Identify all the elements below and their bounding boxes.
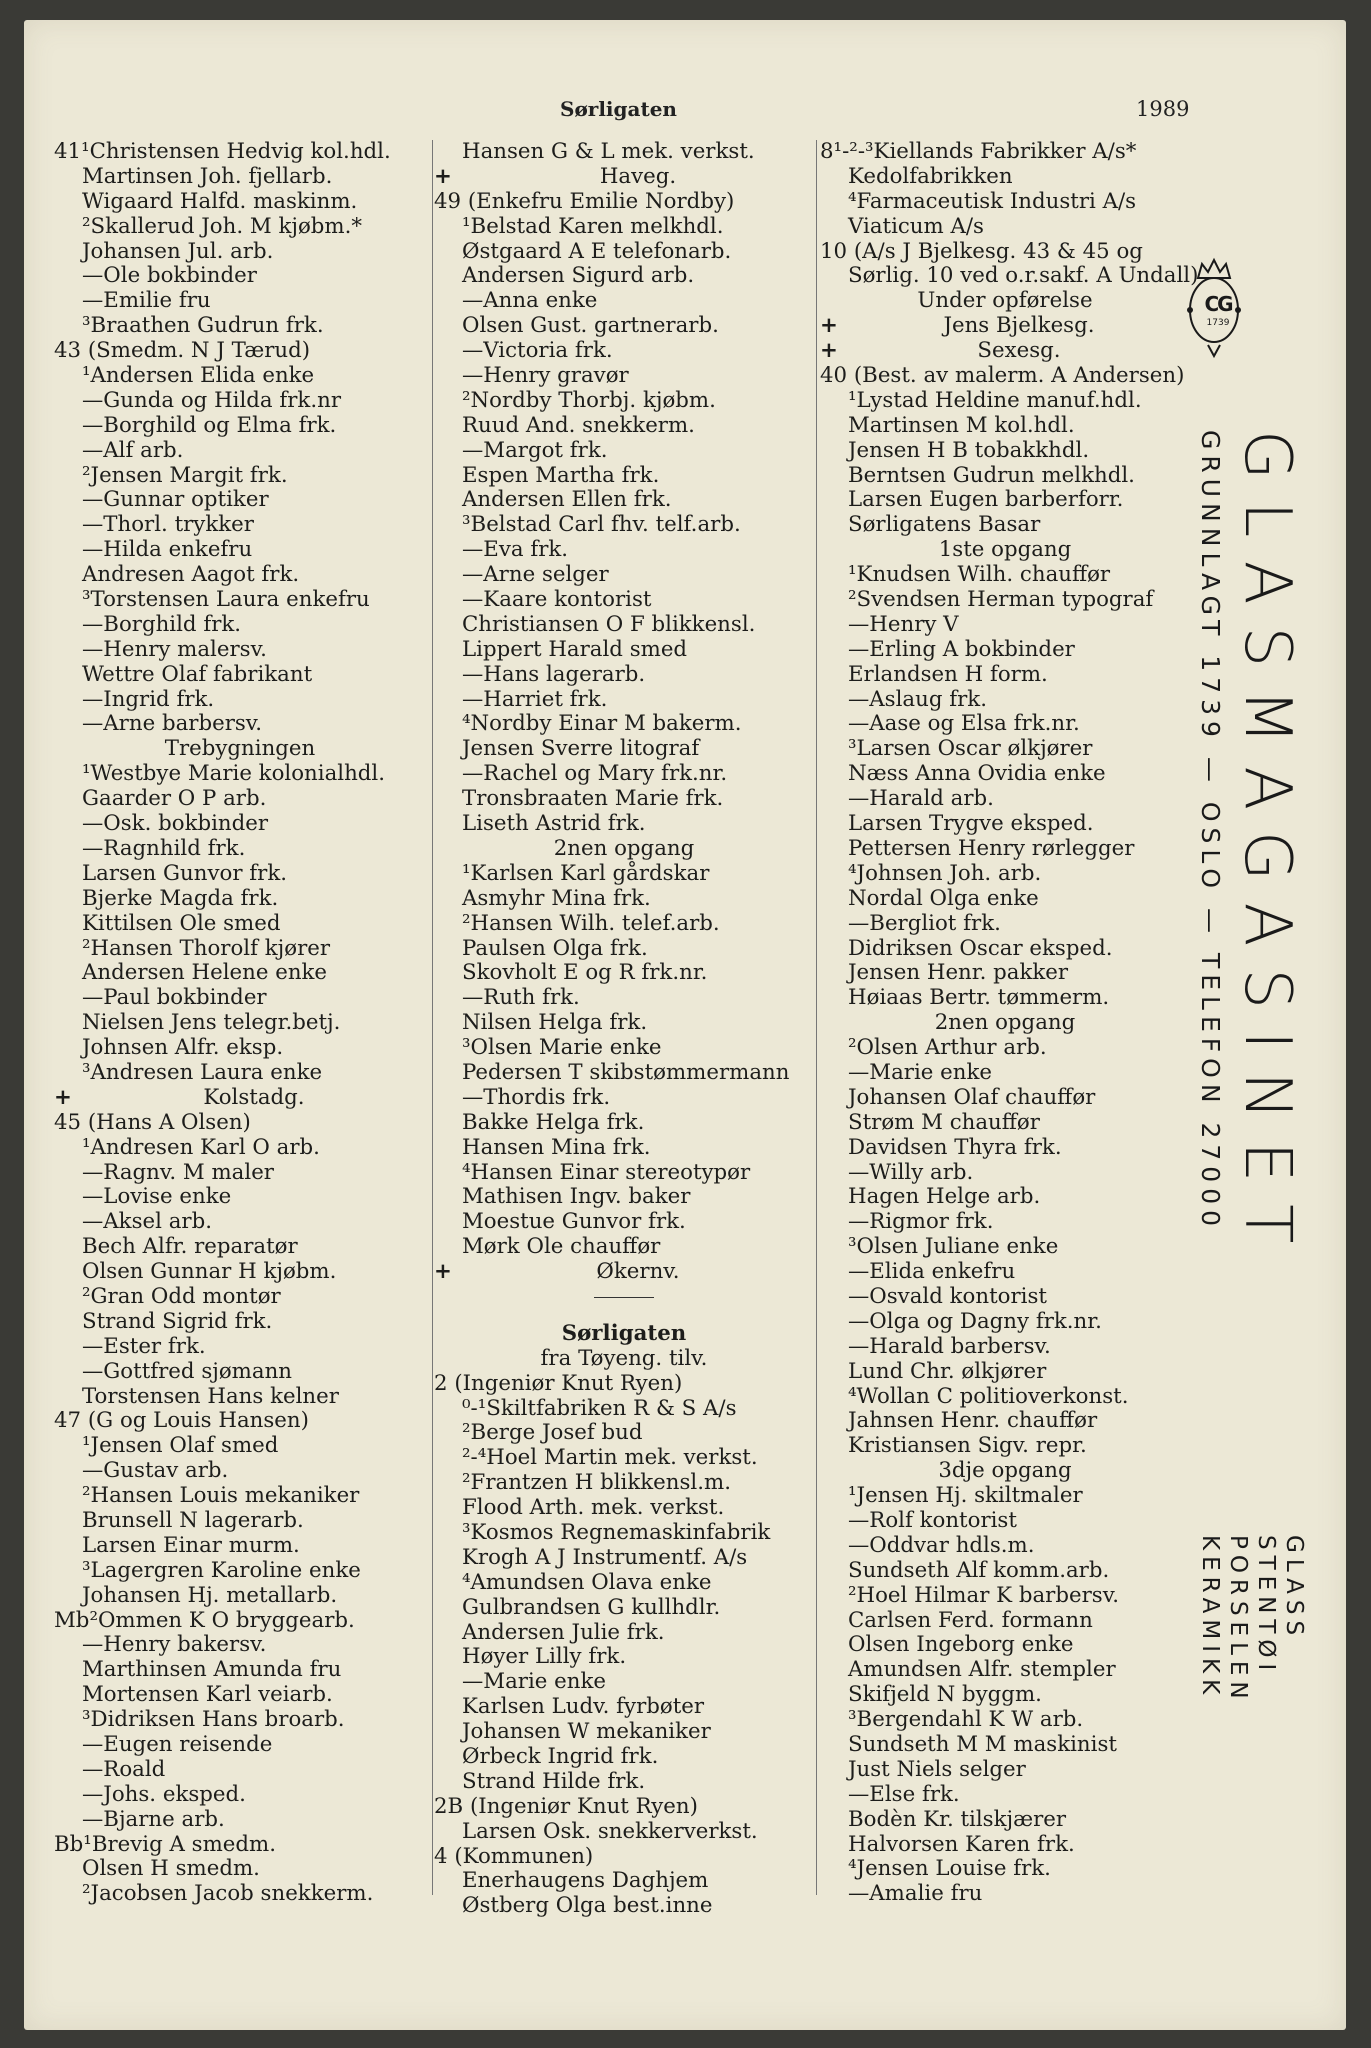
directory-entry: —Paul bokbinder	[82, 985, 267, 1011]
house-number-entry: Bb¹Brevig A smedm.	[54, 1831, 276, 1857]
section-heading: 2nen opgang	[553, 835, 695, 861]
directory-entry: Jahnsen Henr. chauffør	[848, 1408, 1098, 1434]
directory-entry: Strøm M chauffør	[848, 1109, 1040, 1135]
directory-entry: —Hilda enkefru	[82, 537, 253, 563]
directory-entry: Johansen Hj. metallarb.	[82, 1582, 338, 1608]
directory-entry: ¹Belstad Karen melkhdl.	[462, 213, 724, 239]
cross-street-name: Økernv.	[596, 1259, 680, 1285]
directory-entry: Hagen Helge arb.	[848, 1184, 1041, 1210]
directory-entry: —Victoria frk.	[462, 338, 613, 364]
directory-entry: Larsen Einar murm.	[82, 1532, 300, 1558]
directory-entry: ¹Knudsen Wilh. chauffør	[848, 562, 1111, 588]
directory-entry: Liseth Astrid frk.	[462, 811, 646, 837]
directory-entry: —Gunnar optiker	[82, 487, 269, 513]
cross-street-icon: +	[820, 338, 838, 364]
cross-street	[820, 314, 1190, 339]
directory-entry: Bjerke Magda frk.	[82, 885, 279, 911]
directory-entry: Sørlig. 10 ved o.r.sakf. A Undall)	[848, 263, 1199, 289]
directory-entry: —Gunda og Hilda frk.nr	[82, 387, 341, 413]
directory-entry: —Henry gravør	[462, 363, 629, 389]
directory-entry: Kristiansen Sigv. repr.	[848, 1433, 1087, 1459]
directory-entry: ²Nordby Thorbj. kjøbm.	[462, 387, 716, 413]
directory-entry: Pedersen T skibstømmermann	[462, 1059, 790, 1085]
directory-entry: ³Bergendahl K W arb.	[848, 1707, 1084, 1733]
directory-entry: —Arne selger	[462, 562, 609, 588]
directory-entry: Erlandsen H form.	[848, 661, 1048, 687]
directory-entry: Just Niels selger	[848, 1756, 1026, 1782]
cross-street	[54, 1086, 426, 1111]
directory-entry: —Borghild og Elma frk.	[82, 412, 337, 438]
house-number-entry: 47 (G og Louis Hansen)	[54, 1408, 309, 1434]
directory-entry: Skovholt E og R frk.nr.	[462, 960, 708, 986]
directory-entry: Krogh A J Instrumentf. A/s	[462, 1544, 748, 1570]
directory-entry: —Willy arb.	[848, 1159, 974, 1185]
directory-entry: ¹Jensen Hj. skiltmaler	[848, 1483, 1083, 1509]
directory-entry: —Thordis frk.	[462, 1084, 611, 1110]
directory-entry: Olsen Gust. gartnerarb.	[462, 313, 719, 339]
directory-entry: Asmyhr Mina frk.	[462, 885, 651, 911]
directory-entry: —Harald barbersv.	[848, 1333, 1051, 1359]
directory-entry: Larsen Eugen barberforr.	[848, 487, 1124, 513]
directory-entry: ¹Jensen Olaf smed	[82, 1433, 279, 1459]
directory-entry: Marthinsen Amunda fru	[82, 1657, 342, 1683]
directory-entry: Østberg Olga best.inne	[462, 1893, 713, 1919]
directory-entry: Sundseth M M maskinist	[848, 1732, 1117, 1757]
directory-entry: Didriksen Oscar eksped.	[848, 935, 1113, 961]
directory-entry: ²Gran Odd montør	[82, 1283, 281, 1309]
directory-entry: Viaticum A/s	[848, 213, 984, 239]
directory-entry: Jensen H B tobakkhdl.	[848, 437, 1090, 463]
directory-entry: Paulsen Olga frk.	[462, 935, 648, 961]
directory-entry: —Arne barbersv.	[82, 711, 263, 737]
directory-entry: Østgaard A E telefonarb.	[462, 238, 732, 264]
directory-entry: —Emilie fru	[82, 288, 211, 314]
directory-entry: Skifjeld N byggm.	[848, 1682, 1042, 1708]
directory-entry: ²Hansen Louis mekaniker	[82, 1483, 360, 1509]
section-heading: Trebygningen	[164, 736, 316, 762]
house-number-entry: 43 (Smedm. N J Tærud)	[54, 338, 311, 364]
directory-entry: —Johs. eksped.	[82, 1781, 246, 1807]
page-number: 1989	[1136, 97, 1190, 121]
directory-entry: ³Larsen Oscar ølkjører	[848, 736, 1093, 762]
directory-entry: —Thorl. trykker	[82, 512, 254, 538]
directory-entry: —Osvald kontorist	[848, 1283, 1047, 1309]
directory-entry: Bech Alfr. reparatør	[82, 1234, 298, 1260]
directory-entry: Wettre Olaf fabrikant	[82, 661, 313, 687]
directory-entry: —Henry bakersv.	[82, 1632, 267, 1658]
directory-entry: Berntsen Gudrun melkhdl.	[848, 462, 1135, 488]
cross-street	[820, 339, 1190, 364]
cross-street-icon: +	[434, 1259, 452, 1285]
directory-entry: ³Belstad Carl fhv. telf.arb.	[462, 512, 741, 538]
cross-street-name: Jens Bjelkesg.	[943, 313, 1095, 339]
directory-entry: ³Didriksen Hans broarb.	[82, 1707, 345, 1733]
directory-entry: ¹Andresen Karl O arb.	[82, 1134, 320, 1160]
directory-entry: —Kaare kontorist	[462, 587, 652, 613]
directory-entry: ²Berge Josef bud	[462, 1420, 643, 1446]
directory-entry: Kittilsen Ole smed	[82, 910, 281, 936]
directory-entry: Johansen Jul. arb.	[82, 238, 274, 264]
directory-entry: Olsen H smedm.	[82, 1856, 260, 1882]
directory-entry: Wigaard Halfd. maskinm.	[82, 188, 358, 214]
directory-entry: —Rachel og Mary frk.nr.	[462, 761, 728, 787]
directory-entry: Larsen Gunvor frk.	[82, 860, 288, 886]
directory-entry: —Roald	[82, 1756, 166, 1782]
directory-entry: Enerhaugens Daghjem	[462, 1868, 709, 1894]
directory-entry: ⁴Nordby Einar M bakerm.	[462, 711, 742, 737]
directory-entry: Hansen G & L mek. verkst.	[462, 139, 755, 164]
directory-entry: Amundsen Alfr. stempler	[848, 1657, 1116, 1683]
directory-entry: Bakke Helga frk.	[462, 1109, 645, 1135]
directory-entry: ⁴Johnsen Joh. arb.	[848, 860, 1042, 886]
directory-entry: Martinsen M kol.hdl.	[848, 412, 1075, 438]
directory-entry: ²Jensen Margit frk.	[82, 462, 288, 488]
directory-entry: Brunsell N lagerarb.	[82, 1507, 304, 1533]
directory-entry: Johansen Olaf chauffør	[848, 1084, 1096, 1110]
directory-entry: Kedolfabrikken	[848, 163, 1013, 189]
advert-product-porselen: PORSELEN	[1225, 1535, 1251, 1705]
directory-entry: Martinsen Joh. fjellarb.	[82, 163, 333, 189]
directory-entry: —Else frk.	[848, 1781, 960, 1807]
directory-entry: —Oddvar hdls.m.	[848, 1532, 1035, 1558]
logo-letters: CG	[1204, 292, 1232, 316]
directory-entry: Sørligatens Basar	[848, 512, 1041, 538]
advert-product-keramikk: KERAMIKK	[1197, 1535, 1223, 1701]
directory-entry: Nilsen Helga frk.	[462, 1010, 648, 1036]
directory-entry: ²Frantzen H blikkensl.m.	[462, 1470, 731, 1496]
house-number-entry: 2 (Ingeniør Knut Ryen)	[434, 1370, 683, 1396]
directory-entry: —Margot frk.	[462, 437, 608, 463]
directory-entry: —Borghild frk.	[82, 611, 242, 637]
directory-entry: Sundseth Alf komm.arb.	[848, 1557, 1110, 1583]
directory-entry: —Bjarne arb.	[82, 1806, 225, 1832]
cross-street-name: Kolstadg.	[203, 1084, 305, 1110]
directory-entry: ⁴Hansen Einar stereotypør	[462, 1159, 751, 1185]
directory-entry: Ruud And. snekkerm.	[462, 412, 695, 438]
directory-entry: —Harald arb.	[848, 786, 994, 812]
directory-entry: Moestue Gunvor frk.	[462, 1209, 686, 1235]
directory-entry: —Ole bokbinder	[82, 263, 257, 289]
column-divider	[816, 140, 817, 1895]
directory-entry: Johnsen Alfr. eksp.	[82, 1035, 284, 1061]
directory-entry: —Aslaug frk.	[848, 686, 987, 712]
cross-street-name: Sexesg.	[977, 338, 1061, 364]
running-title: Sørligaten	[560, 97, 677, 121]
directory-entry: Tronsbraaten Marie frk.	[462, 786, 724, 812]
directory-entry: Andresen Aagot frk.	[82, 562, 300, 588]
directory-entry: ²Hoel Hilmar K barbersv.	[848, 1582, 1119, 1608]
directory-entry: Andersen Sigurd arb.	[462, 263, 695, 289]
directory-entry: —Erling A bokbinder	[848, 636, 1075, 662]
advert-tagline: GRUNNLAGT 1739 — OSLO — TELEFON 27000	[1196, 430, 1225, 1233]
directory-entry: —Henry V	[848, 611, 959, 637]
directory-entry: Karlsen Ludv. fyrbøter	[462, 1694, 705, 1720]
house-number-entry: 40 (Best. av malerm. A Andersen)	[820, 363, 1185, 389]
directory-entry: Flood Arth. mek. verkst.	[462, 1495, 725, 1521]
directory-entry: —Olga og Dagny frk.nr.	[848, 1308, 1102, 1334]
logo-year: 1739	[1206, 318, 1230, 328]
directory-entry: Bodèn Kr. tilskjærer	[848, 1806, 1067, 1832]
advert-product-stentoi: STENTØI	[1253, 1535, 1279, 1677]
column-divider	[432, 140, 433, 1895]
directory-entry: —Ruth frk.	[462, 985, 580, 1011]
directory-entry: ¹Andersen Elida enke	[82, 363, 315, 389]
section-divider	[434, 1297, 814, 1322]
directory-entry: —Eugen reisende	[82, 1732, 273, 1757]
directory-entry: ¹Karlsen Karl gårdskar	[462, 860, 710, 886]
directory-entry: —Eva frk.	[462, 537, 569, 563]
directory-entry: —Alf arb.	[82, 437, 184, 463]
directory-entry: —Ragnv. M maler	[82, 1159, 274, 1185]
directory-entry: Johansen W mekaniker	[462, 1719, 711, 1745]
directory-entry: ⁰‐¹Skiltfabriken R & S A/s	[462, 1395, 737, 1421]
directory-entry: ²Skallerud Joh. M kjøbm.*	[82, 213, 363, 239]
directory-entry: —Bergliot frk.	[848, 910, 1001, 936]
directory-entry: Strand Sigrid frk.	[82, 1308, 273, 1334]
house-number-entry: 45 (Hans A Olsen)	[54, 1109, 251, 1135]
directory-column-3	[820, 139, 1199, 1907]
cross-street	[434, 1260, 814, 1285]
directory-entry: Andersen Ellen frk.	[462, 487, 672, 513]
directory-entry: Mortensen Karl veiarb.	[82, 1682, 333, 1708]
directory-entry: Mathisen Ingv. baker	[462, 1184, 691, 1210]
directory-entry: ⁴Farmaceutisk Industri A/s	[848, 188, 1137, 214]
section-heading: 3dje opgang	[938, 1458, 1072, 1484]
house-number-entry: 49 (Enkefru Emilie Nordby)	[434, 188, 735, 214]
directory-entry: Strand Hilde frk.	[462, 1768, 646, 1794]
house-number-entry: 4 (Kommunen)	[434, 1843, 594, 1869]
directory-entry: Jensen Henr. pakker	[848, 960, 1069, 986]
directory-entry: Halvorsen Karen frk.	[848, 1831, 1075, 1857]
directory-entry: Lund Chr. ølkjører	[848, 1358, 1047, 1384]
directory-entry: Olsen Gunnar H kjøbm.	[82, 1259, 337, 1285]
directory-entry: ²‐⁴Hoel Martin mek. verkst.	[462, 1445, 758, 1471]
advert-product-glass: GLASS	[1281, 1535, 1307, 1642]
directory-entry: Carlsen Ferd. formann	[848, 1607, 1093, 1633]
directory-entry: Jensen Sverre litograf	[462, 736, 700, 762]
directory-entry: ³Olsen Juliane enke	[848, 1234, 1059, 1260]
directory-entry: ²Svendsen Herman typograf	[848, 587, 1154, 613]
directory-entry: ¹Lystad Heldine manuf.hdl.	[848, 387, 1142, 413]
directory-entry: Gulbrandsen G kullhdlr.	[462, 1594, 721, 1620]
cross-street	[434, 165, 814, 190]
cross-street-name: Haveg.	[599, 163, 677, 189]
directory-entry: Nordal Olga enke	[848, 885, 1039, 911]
directory-entry: ²Hansen Wilh. telef.arb.	[462, 910, 720, 936]
directory-entry: —Hans lagerarb.	[462, 661, 646, 687]
directory-entry: Christiansen O F blikkensl.	[462, 611, 756, 637]
directory-entry: Mørk Ole chauffør	[462, 1234, 661, 1260]
directory-column-1	[54, 140, 426, 1907]
directory-entry: —Rigmor frk.	[848, 1209, 994, 1235]
directory-entry: Torstensen Hans kelner	[82, 1383, 339, 1409]
directory-entry: ³Andresen Laura enke	[82, 1059, 323, 1085]
section-heading: Under opførelse	[917, 288, 1093, 314]
directory-entry: Davidsen Thyra frk.	[848, 1134, 1062, 1160]
directory-entry: —Aksel arb.	[82, 1209, 212, 1235]
directory-entry: —Ragnhild frk.	[82, 835, 246, 861]
directory-entry: —Ingrid frk.	[82, 686, 215, 712]
directory-entry: —Lovise enke	[82, 1184, 232, 1210]
section-heading: 1ste opgang	[938, 537, 1072, 563]
directory-entry: —Amalie fru	[848, 1881, 983, 1907]
directory-entry: —Marie enke	[462, 1669, 606, 1695]
directory-entry: —Harriet frk.	[462, 686, 608, 712]
cross-street-icon: +	[434, 163, 452, 189]
directory-entry: Espen Martha frk.	[462, 462, 660, 488]
directory-entry: Ørbeck Ingrid frk.	[462, 1744, 659, 1769]
directory-entry: Larsen Trygve eksped.	[848, 811, 1094, 837]
advert-store-name: GLASMAGASINET	[1230, 430, 1304, 1266]
section-heading: fra Tøyeng. tilv.	[540, 1345, 708, 1371]
directory-entry: ²Olsen Arthur arb.	[848, 1035, 1047, 1061]
cross-street-icon: +	[54, 1084, 72, 1110]
directory-entry: Nielsen Jens telegr.betj.	[82, 1010, 341, 1036]
directory-entry: Olsen Ingeborg enke	[848, 1632, 1074, 1658]
directory-entry: —Gustav arb.	[82, 1458, 229, 1484]
street-heading: Sørligaten	[561, 1320, 687, 1346]
directory-entry: Hansen Mina frk.	[462, 1134, 651, 1160]
directory-entry: ³Torstensen Laura enkefru	[82, 587, 370, 613]
directory-entry: Lippert Harald smed	[462, 636, 688, 662]
directory-entry: Høiaas Bertr. tømmerm.	[848, 985, 1110, 1011]
directory-entry: —Anna enke	[462, 288, 598, 314]
directory-entry: —Rolf kontorist	[848, 1507, 1017, 1533]
directory-entry: —Aase og Elsa frk.nr.	[848, 711, 1080, 737]
directory-entry: ³Olsen Marie enke	[462, 1035, 662, 1061]
directory-entry: ⁴Amundsen Olava enke	[462, 1569, 712, 1595]
house-number-entry: 2B (Ingeniør Knut Ryen)	[434, 1793, 698, 1819]
directory-entry: ³Braathen Gudrun frk.	[82, 313, 324, 339]
directory-entry: Andersen Helene enke	[82, 960, 328, 986]
directory-entry: ⁴Wollan C politioverkonst.	[848, 1383, 1129, 1409]
directory-entry: ⁴Jensen Louise frk.	[848, 1856, 1051, 1882]
cross-street-icon: +	[820, 313, 838, 339]
directory-entry: ²Hansen Thorolf kjører	[82, 935, 331, 961]
directory-entry: —Henry malersv.	[82, 636, 267, 662]
house-number-entry: 41¹Christensen Hedvig kol.hdl.	[54, 139, 391, 164]
directory-entry: —Marie enke	[848, 1059, 992, 1085]
directory-entry: —Elida enkefru	[848, 1259, 1016, 1285]
directory-entry: ³Lagergren Karoline enke	[82, 1557, 361, 1583]
directory-column-2	[434, 140, 814, 1919]
directory-entry: —Ester frk.	[82, 1333, 206, 1359]
house-number-entry: Mb²Ommen K O bryggearb.	[54, 1607, 355, 1633]
directory-entry: Høyer Lilly frk.	[462, 1644, 627, 1670]
directory-entry: Pettersen Henry rørlegger	[848, 835, 1135, 861]
directory-entry: ³Kosmos Regnemaskinfabrik	[462, 1519, 771, 1545]
directory-entry: Larsen Osk. snekkerverkst.	[462, 1818, 758, 1844]
directory-entry: Andersen Julie frk.	[462, 1619, 665, 1645]
directory-entry: Gaarder O P arb.	[82, 786, 267, 812]
directory-entry: ¹Westbye Marie kolonialhdl.	[82, 761, 386, 787]
directory-entry: ²Jacobsen Jacob snekkerm.	[82, 1881, 374, 1907]
directory-entry: Næss Anna Ovidia enke	[848, 761, 1106, 787]
house-number-entry: 8¹‐²‐³Kiellands Fabrikker A/s*	[820, 139, 1137, 164]
section-heading: 2nen opgang	[934, 1010, 1076, 1036]
directory-entry: —Osk. bokbinder	[82, 811, 269, 837]
house-number-entry: 10 (A/s J Bjelkesg. 43 & 45 og	[820, 238, 1143, 264]
directory-entry: —Gottfred sjømann	[82, 1358, 292, 1384]
